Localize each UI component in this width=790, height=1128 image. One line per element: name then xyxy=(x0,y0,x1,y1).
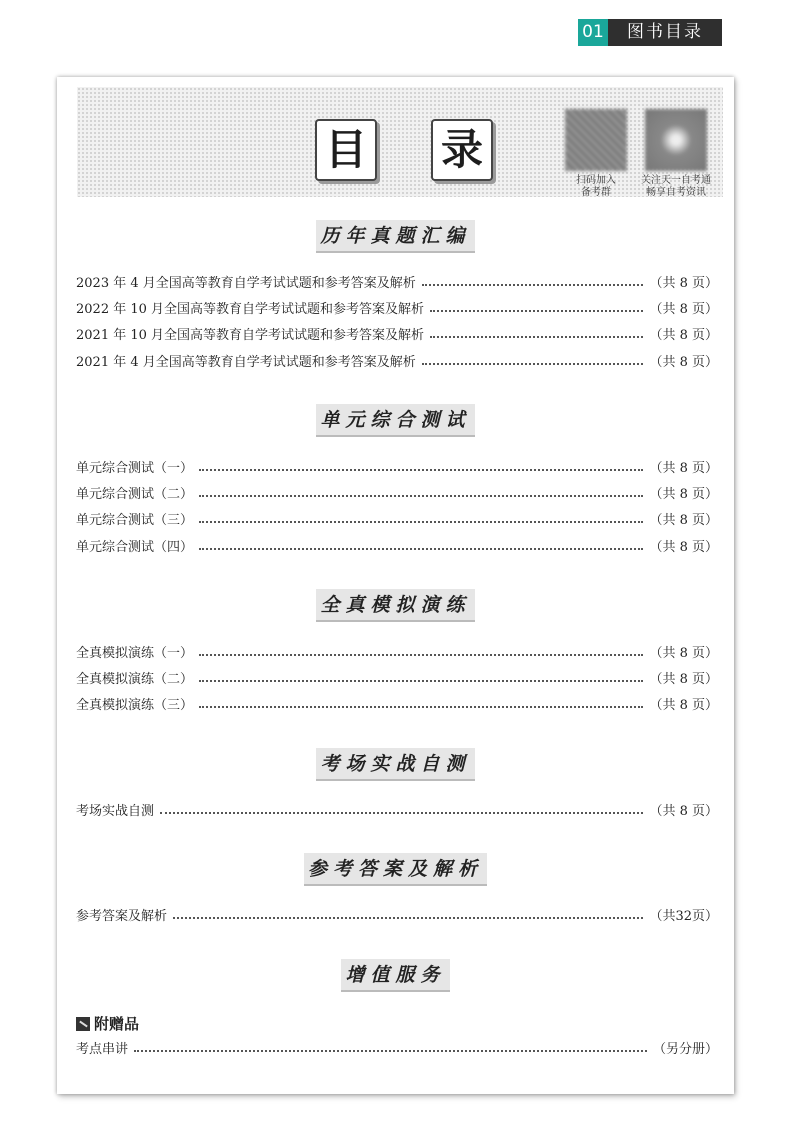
qr-code-group[interactable] xyxy=(565,109,627,171)
toc-entry[interactable]: 2022 年 10 月全国高等教育自学考试试题和参考答案及解析 （共 8 页） xyxy=(76,302,718,317)
qr-caption-group: 扫码加入 备考群 xyxy=(576,175,616,198)
gift-heading: 附赠品 xyxy=(76,1013,139,1034)
title-char-1: 目 xyxy=(315,119,377,181)
section-heading-unit-tests: 单元综合测试 xyxy=(57,404,734,437)
toc-entry[interactable]: 2021 年 4 月全国高等教育自学考试试题和参考答案及解析 （共 8 页） xyxy=(76,355,718,370)
tag-number: 01 xyxy=(578,19,608,46)
toc-page xyxy=(57,77,734,1094)
qr-code-follow[interactable] xyxy=(645,109,707,171)
toc-entry[interactable]: 2021 年 10 月全国高等教育自学考试试题和参考答案及解析 （共 8 页） xyxy=(76,328,718,343)
section-heading-answers: 参考答案及解析 xyxy=(57,853,734,886)
toc-entry[interactable]: 全真模拟演练（一） （共 8 页） xyxy=(76,646,718,661)
toc-entry[interactable]: 全真模拟演练（二） （共 8 页） xyxy=(76,672,718,687)
qr-caption-follow: 关注天一自考通 畅享自考资讯 xyxy=(641,175,711,198)
gift-square-icon xyxy=(76,1017,90,1031)
section-heading-exam-practice: 考场实战自测 xyxy=(57,748,734,781)
toc-entry[interactable]: 2023 年 4 月全国高等教育自学考试试题和参考答案及解析 （共 8 页） xyxy=(76,276,718,291)
section-heading-past-exams: 历年真题汇编 xyxy=(57,220,734,253)
title-char-2: 录 xyxy=(431,119,493,181)
tag-label: 图书目录 xyxy=(608,19,722,46)
toc-entry-gift[interactable]: 考点串讲 （另分册） xyxy=(76,1042,718,1057)
toc-entry[interactable]: 全真模拟演练（三） （共 8 页） xyxy=(76,698,718,713)
toc-entry[interactable]: 参考答案及解析 （共32页） xyxy=(76,909,718,924)
toc-entry[interactable]: 考场实战自测 （共 8 页） xyxy=(76,804,718,819)
toc-entry[interactable]: 单元综合测试（二） （共 8 页） xyxy=(76,487,718,502)
section-heading-mock-drills: 全真模拟演练 xyxy=(57,589,734,622)
toc-entry[interactable]: 单元综合测试（一） （共 8 页） xyxy=(76,461,718,476)
catalog-tag xyxy=(578,19,722,46)
toc-entry[interactable]: 单元综合测试（四） （共 8 页） xyxy=(76,540,718,555)
toc-entry[interactable]: 单元综合测试（三） （共 8 页） xyxy=(76,513,718,528)
header-band xyxy=(77,87,723,197)
section-heading-value-services: 增值服务 xyxy=(57,959,734,992)
